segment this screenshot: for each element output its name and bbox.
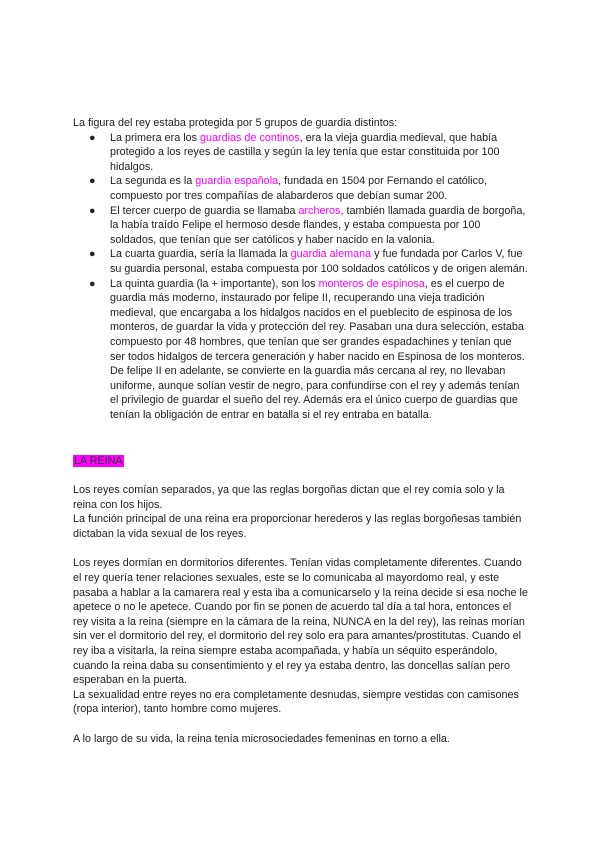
intro-text: La figura del rey estaba protegida por 5 grupos de guardia distintos: bbox=[73, 117, 398, 129]
highlighted-term: guardia española bbox=[195, 175, 279, 188]
list-item: ● La segunda es la guardia española, fundada en 1504 por Fernando el católico, compuesto por tres compañías de alabarderos que debían sumar 200. bbox=[89, 175, 487, 202]
queen-heading-block bbox=[73, 454, 528, 469]
highlighted-term: guardia alemana bbox=[290, 248, 372, 261]
queen-section bbox=[73, 483, 528, 747]
paragraph: A lo largo de su vida, la reina tenía microsociedades femeninas en torno a ella. bbox=[73, 732, 450, 745]
paragraph-gap bbox=[73, 717, 528, 732]
paragraph: Los reyes dormían en dormitorios diferentes. Tenían vidas completamente diferentes. Cuando el rey quería tener relaciones sexuales, este se lo comunicaba al mayordomo real, y este pasaba a hablar a la camarera real y esta iba a comunicarselo y la reina decide si esa noche le apetece o no le apetece. Cuando por fin se ponen de acuerdo tal día a tal hora, entonces el rey visita a la reina (siempre en la cámara de la reina, NUNCA en la del rey), las reinas morían sin ver el dormitorio del rey, el dormitorio del rey solo era para amantes/prostitutas. Cuando el rey iba a visitarla, la reina siempre estaba acompañada, y había un séquito esperándolo, cuando la reina daba su consentimiento y el rey ya estaba dentro, las doncellas salían pero esperaban en la puerta. bbox=[73, 557, 528, 687]
paragraph: Los reyes comían separados, ya que las reglas borgoñas dictan que el rey comía solo y la reina con los hijos. bbox=[73, 484, 505, 511]
highlighted-term: monteros de espinosa bbox=[318, 277, 425, 290]
guards-section bbox=[73, 116, 528, 422]
bullet-icon: ● bbox=[89, 131, 96, 144]
list-item: ● La primera era los guardias de continos, era la vieja guardia medieval, que había protegido a los reyes de castilla y según la ley tenía que estar constituida por 100 hidalgos. bbox=[89, 131, 500, 173]
highlighted-term: archeros bbox=[298, 204, 341, 217]
bullet-icon: ● bbox=[89, 248, 96, 261]
bullet-icon: ● bbox=[89, 204, 96, 217]
section-heading: LA REINA bbox=[74, 455, 123, 467]
paragraph: La función principal de una reina era proporcionar herederos y las reglas borgoñesas también dictaban la vida sexual de los reyes. bbox=[73, 513, 522, 540]
highlighted-term: guardias de continos bbox=[200, 131, 300, 144]
paragraph-gap bbox=[73, 541, 528, 556]
bullet-icon: ● bbox=[89, 277, 96, 290]
paragraph: La sexualidad entre reyes no era completamente desnudas, siempre vestidas con camisones (ropa interior), tanto hombre como mujeres. bbox=[73, 688, 519, 716]
guards-list bbox=[73, 131, 528, 423]
list-item: ● El tercer cuerpo de guardia se llamaba archeros, también llamada guardia de borgoña, la había traído Felipe el hermoso desde flandes, y estaba compuesta por 100 soldados, que tenían que ser católicos y haber nacido en la valonia. bbox=[89, 204, 526, 246]
bullet-icon: ● bbox=[89, 175, 96, 188]
list-item: ● La cuarta guardia, sería la llamada la guardia alemana y fue fundada por Carlos V, fue su guardia personal, estaba compuesta por 100 soldados católicos y de origen alemán. bbox=[89, 248, 528, 275]
list-item: ● La quinta guardia (la + importante), son los monteros de espinosa, es el cuerpo de guardia más moderno, instaurado por felipe II, recuperando una vieja tradición medieval, que encargaba a los hidalgos nacidos en el pueblecito de espinosa de los monteros, de guardar la vida y protección del rey. Pasaban una dura selección, estaba compuesto por 48 hombres, que tenían que ser grandes espadachines y tenían que ser todos hidalgos de tercera generación y haber nacido en Espinosa de los monteros. De felipe II en adelante, se convierte en la guardia más cercana al rey, no llevaban uniforme, aunque solían vestir de negro, para confundirse con el rey y además tenían el privilegio de guardar el sueño del rey. Además era el único cuerpo de guardias que tenían la obligación de entrar en batalla si el rey entraba en batalla. bbox=[89, 277, 525, 421]
